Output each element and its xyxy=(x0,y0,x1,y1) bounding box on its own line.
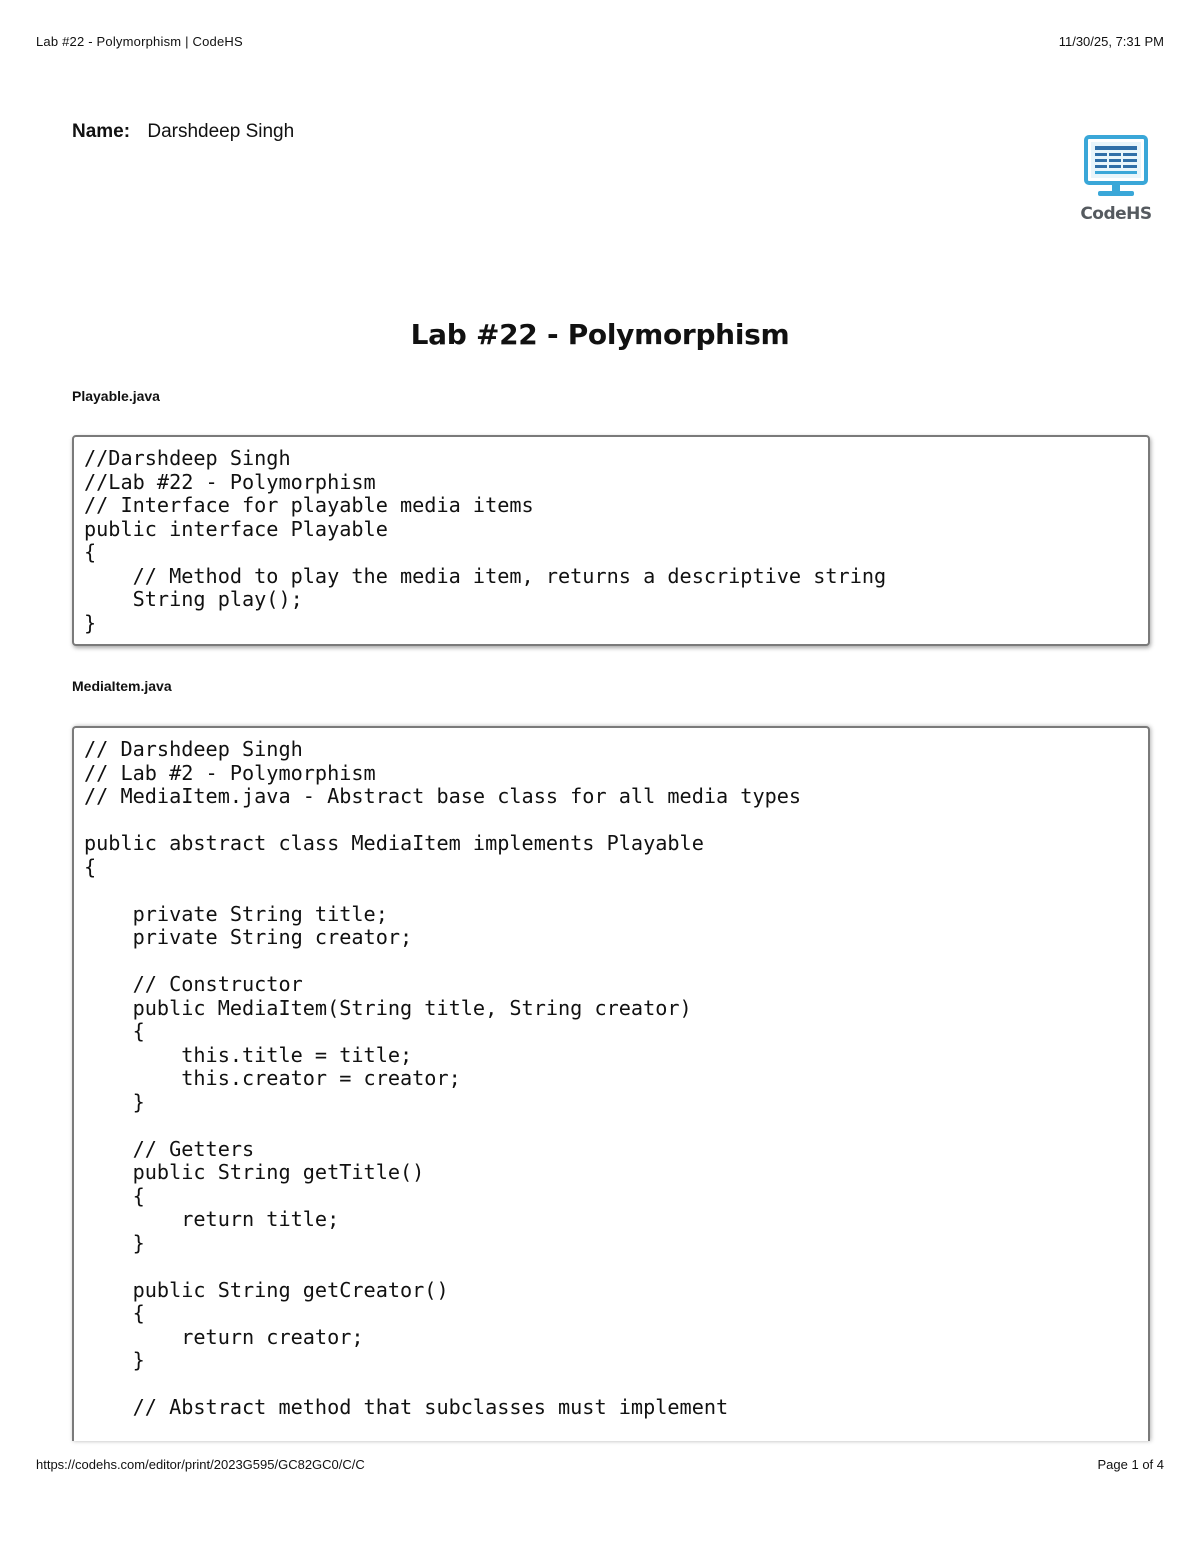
file-label-mediaitem: MediaItem.java xyxy=(72,678,172,694)
code-mediaitem: // Darshdeep Singh // Lab #2 - Polymorphism // MediaItem.java - Abstract base class for all media types public abstract class MediaItem implements Playable { private String title; private String creator; // Constructor public MediaItem(String title, String creator) { this.title = title; this.creator = creator; } // Getters public String getTitle() { return title; } public String getCreator() { return creator; } // Abstract method that subclasses must implement xyxy=(84,737,802,1419)
monitor-icon xyxy=(1078,134,1154,204)
code-box-playable xyxy=(72,435,1150,646)
code-playable: //Darshdeep Singh //Lab #22 - Polymorphism // Interface for playable media items public interface Playable { // Method to play the media item, returns a descriptive string String play(); } xyxy=(84,446,887,635)
name-value: Darshdeep Singh xyxy=(147,121,295,142)
codehs-logo xyxy=(1078,134,1154,226)
print-footer-url: https://codehs.com/editor/print/2023G595/GC82GC0/C/C xyxy=(36,1457,365,1472)
student-name-row xyxy=(72,121,294,143)
print-header-title: Lab #22 - Polymorphism | CodeHS xyxy=(36,34,243,49)
page-title: Lab #22 - Polymorphism xyxy=(410,318,790,351)
file-label-playable: Playable.java xyxy=(72,388,160,404)
name-label: Name: xyxy=(72,121,131,142)
print-footer-page: Page 1 of 4 xyxy=(1097,1457,1164,1472)
code-box-mediaitem xyxy=(72,726,1150,1441)
logo-text: CodeHS xyxy=(1080,204,1152,224)
print-header-datetime: 11/30/25, 7:31 PM xyxy=(1058,34,1164,49)
